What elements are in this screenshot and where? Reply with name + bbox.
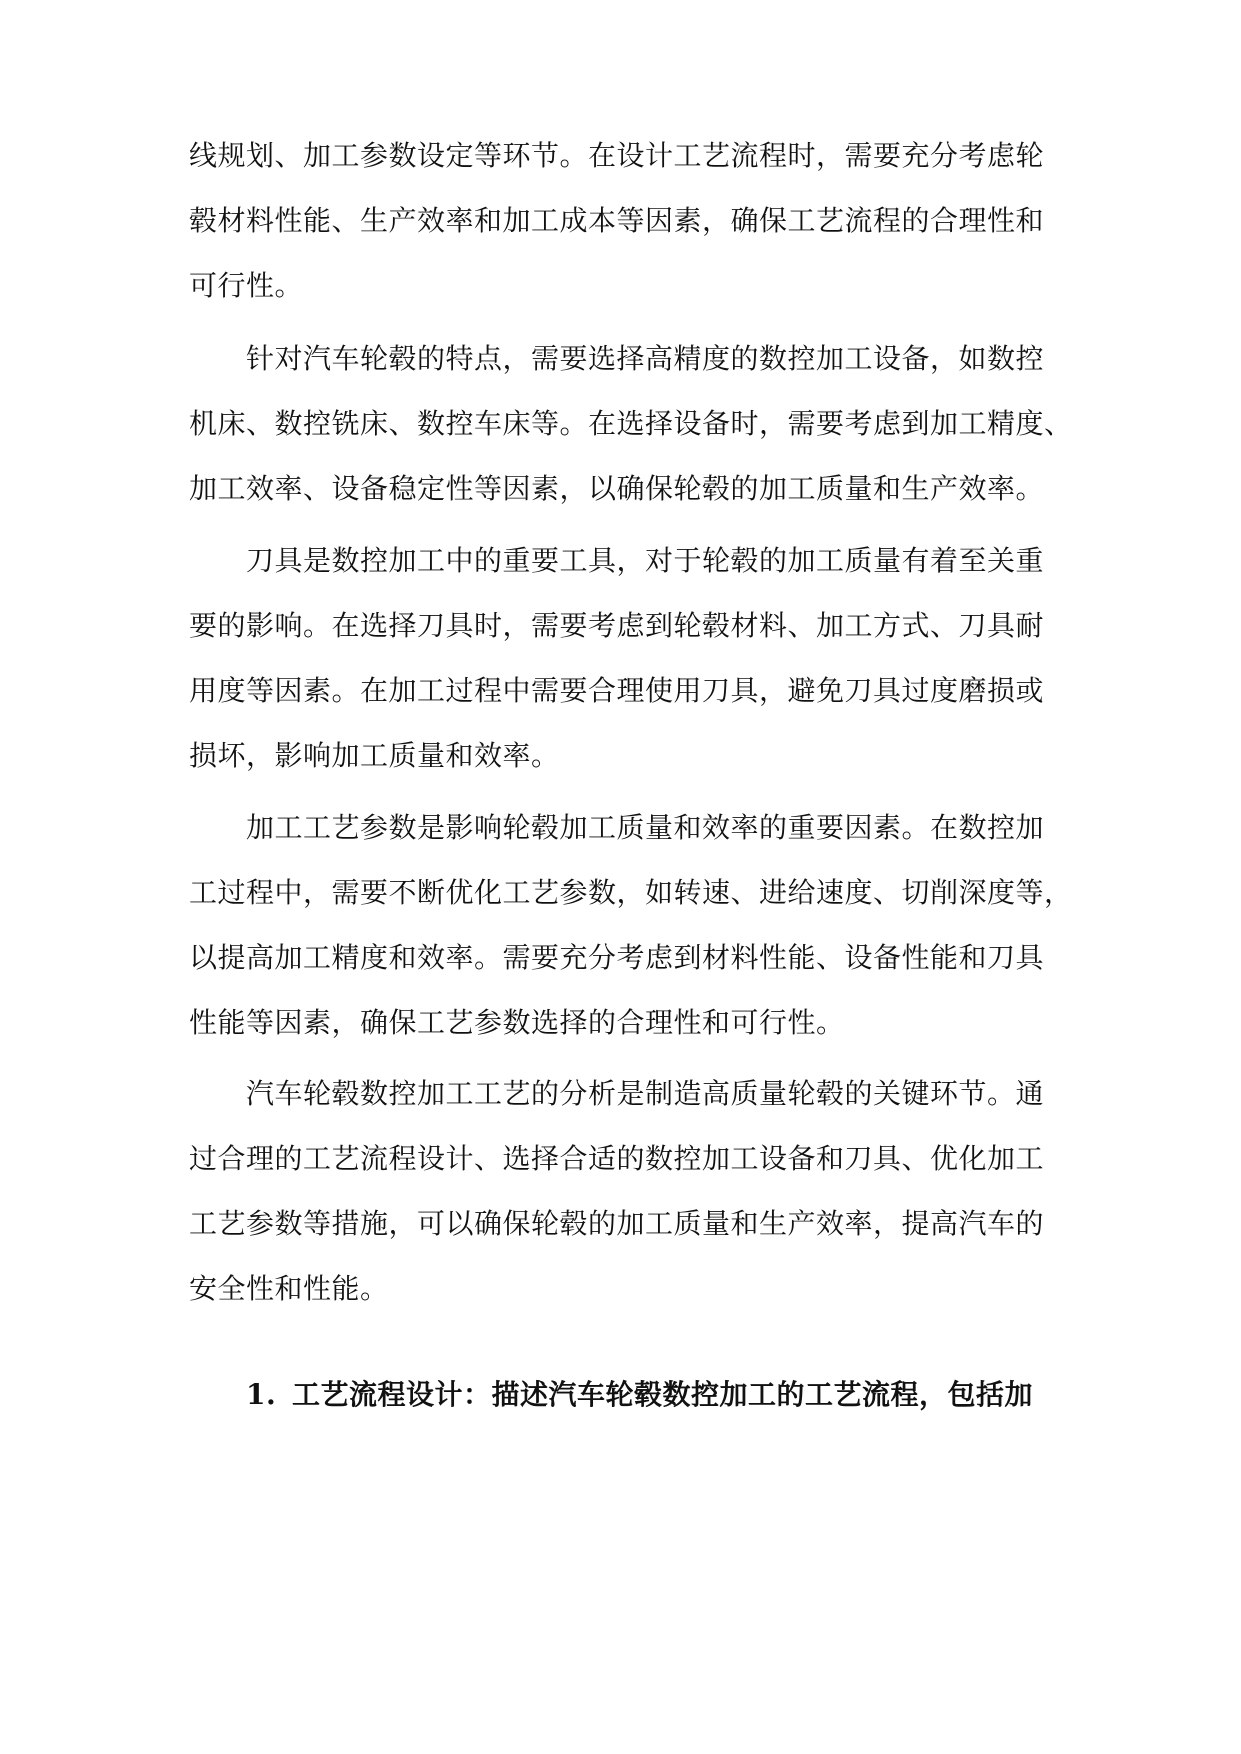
paragraph-4-line-4: 性能等因素，确保工艺参数选择的合理性和可行性。 xyxy=(189,1006,845,1039)
paragraph-4-line-1: 加工工艺参数是影响轮毂加工质量和效率的重要因素。在数控加 xyxy=(246,811,1045,844)
paragraph-3-line-1: 刀具是数控加工中的重要工具，对于轮毂的加工质量有着至关重 xyxy=(246,544,1045,577)
paragraph-3-line-2: 要的影响。在选择刀具时，需要考虑到轮毂材料、加工方式、刀具耐 xyxy=(189,609,1045,642)
list-item-number: 1. xyxy=(246,1378,277,1411)
paragraph-4-line-3: 以提高加工精度和效率。需要充分考虑到材料性能、设备性能和刀具 xyxy=(189,941,1045,974)
paragraph-5-line-4: 安全性和性能。 xyxy=(189,1272,389,1305)
paragraph-3-line-3: 用度等因素。在加工过程中需要合理使用刀具，避免刀具过度磨损或 xyxy=(189,674,1045,707)
paragraph-3-line-4: 损坏，影响加工质量和效率。 xyxy=(189,739,560,772)
paragraph-4-line-2: 工过程中，需要不断优化工艺参数，如转速、进给速度、切削深度等， xyxy=(189,876,1073,909)
paragraph-1-line-2: 毂材料性能、生产效率和加工成本等因素，确保工艺流程的合理性和 xyxy=(189,204,1045,237)
paragraph-5-line-2: 过合理的工艺流程设计、选择合适的数控加工设备和刀具、优化加工 xyxy=(189,1142,1045,1175)
paragraph-5-line-3: 工艺参数等措施，可以确保轮毂的加工质量和生产效率，提高汽车的 xyxy=(189,1207,1045,1240)
paragraph-5-line-1: 汽车轮毂数控加工工艺的分析是制造高质量轮毂的关键环节。通 xyxy=(246,1077,1045,1110)
list-item-text: 工艺流程设计：描述汽车轮毂数控加工的工艺流程，包括加 xyxy=(292,1378,1034,1411)
paragraph-2-line-1: 针对汽车轮毂的特点，需要选择高精度的数控加工设备，如数控 xyxy=(246,342,1045,375)
list-item-heading xyxy=(246,1375,1076,1415)
paragraph-1-line-1: 线规划、加工参数设定等环节。在设计工艺流程时，需要充分考虑轮 xyxy=(189,139,1045,172)
paragraph-1-line-3: 可行性。 xyxy=(189,269,304,302)
paragraph-2-line-3: 加工效率、设备稳定性等因素，以确保轮毂的加工质量和生产效率。 xyxy=(189,472,1045,505)
paragraph-2-line-2: 机床、数控铣床、数控车床等。在选择设备时，需要考虑到加工精度、 xyxy=(189,407,1073,440)
